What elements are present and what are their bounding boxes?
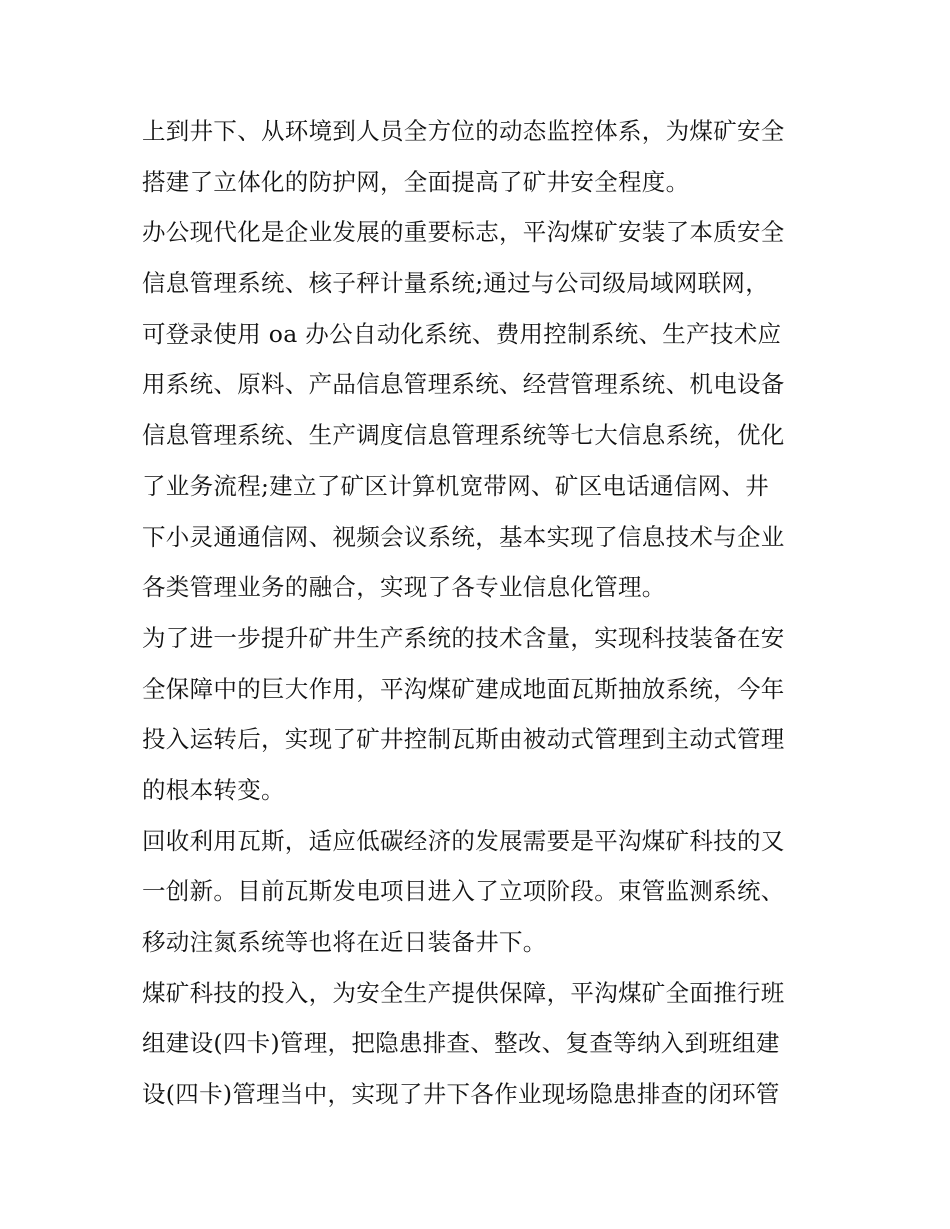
- text-line: 各类管理业务的融合，实现了各专业信息化管理。: [142, 573, 666, 602]
- text-line: 信息管理系统、核子秤计量系统;通过与公司级局域网联网，: [142, 269, 770, 298]
- text-line: 煤矿科技的投入，为安全生产提供保障，平沟煤矿全面推行班: [142, 978, 785, 1007]
- text-line: 搭建了立体化的防护网，全面提高了矿井安全程度。: [142, 167, 690, 196]
- text-line: 投入运转后，实现了矿井控制瓦斯由被动式管理到主动式管理: [142, 725, 785, 754]
- text-line: 为了进一步提升矿井生产系统的技术含量，实现科技装备在安: [142, 623, 785, 652]
- text-line: 一创新。目前瓦斯发电项目进入了立项阶段。束管监测系统、: [142, 877, 785, 906]
- text-line: 用系统、原料、产品信息管理系统、经营管理系统、机电设备: [142, 370, 785, 399]
- text-line: 下小灵通通信网、视频会议系统，基本实现了信息技术与企业: [142, 522, 785, 551]
- text-line: 可登录使用 oa 办公自动化系统、费用控制系统、生产技术应: [142, 319, 782, 348]
- text-line: 的根本转变。: [142, 775, 285, 804]
- text-line: 组建设(四卡)管理，把隐患排查、整改、复查等纳入到班组建: [142, 1029, 780, 1058]
- text-line: 全保障中的巨大作用，平沟煤矿建成地面瓦斯抽放系统，今年: [142, 674, 785, 703]
- text-line: 信息管理系统、生产调度信息管理系统等七大信息系统，优化: [142, 421, 785, 450]
- text-line: 移动注氮系统等也将在近日装备井下。: [142, 928, 547, 956]
- text-line: 回收利用瓦斯，适应低碳经济的发展需要是平沟煤矿科技的又: [142, 826, 785, 855]
- text-line: 上到井下、从环境到人员全方位的动态监控体系，为煤矿安全: [142, 117, 785, 145]
- text-line: 办公现代化是企业发展的重要标志，平沟煤矿安装了本质安全: [142, 218, 785, 247]
- document-body: [142, 106, 822, 1120]
- text-line: 了业务流程;建立了矿区计算机宽带网、矿区电话通信网、井: [142, 471, 770, 500]
- text-line: 设(四卡)管理当中，实现了井下各作业现场隐患排查的闭环管: [142, 1080, 780, 1109]
